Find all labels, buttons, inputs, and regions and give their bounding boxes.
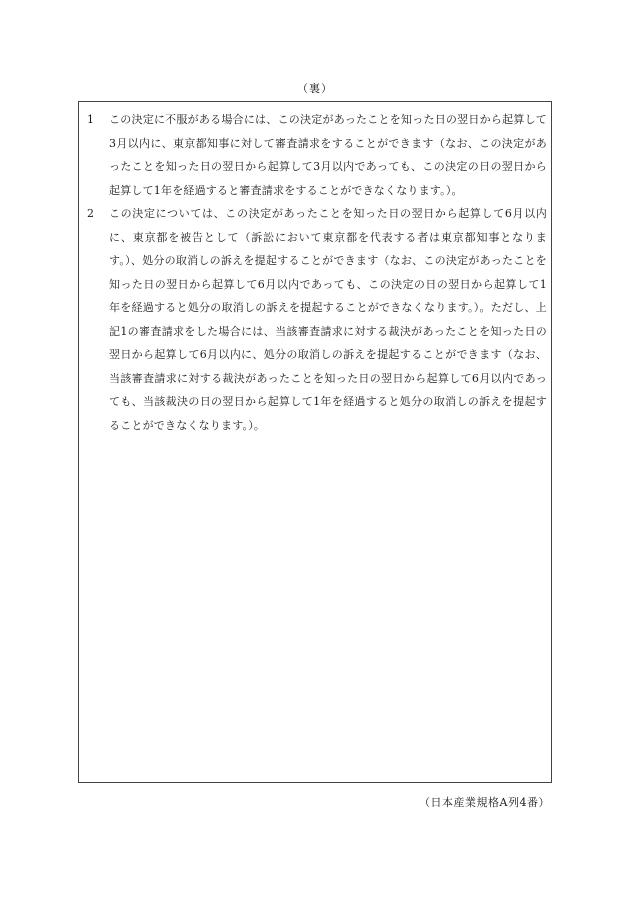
notice-text: この決定に不服がある場合には、この決定があったことを知った日の翌日から起算して3月以内に、東京都知事に対して審査請求をすることができます（なお、この決定があったことを知った日の翌日から起算して3月以内であっても、この決定の日の翌日から起算して1年を経過すると審査請求をすることができなくなります。）。 (109, 113, 547, 197)
notice-box (78, 101, 552, 783)
notice-text: この決定については、この決定があったことを知った日の翌日から起算して6月以内に、東京都を被告として（訴訟において東京都を代表する者は東京都知事となります。）、処分の取消しの訴えを提起することができます（なお、この決定があったことを知った日の翌日から起算して6月以内であっても、この決定の日の翌日から起算して1年を経過すると処分の取消しの訴えを提起することができなくなります。）。ただし、上記1の審査請求をした場合には、当該審査請求に対する裁決があったことを知った日の翌日から起算して6月以内に、処分の取消しの訴えを提起することができます（なお、当該審査請求に対する裁決があったことを知った日の翌日から起算して6月以内であっても、当該裁決の日の翌日から起算して1年を経過すると処分の取消しの訴えを提起することができなくなります。）。 (109, 207, 547, 432)
page-title: （裏） (297, 82, 333, 95)
notice-item-1 (87, 108, 547, 202)
notice-number: 2 (87, 207, 95, 220)
paper-size-note: （日本産業規格A列4番） (419, 796, 550, 809)
notice-item-2 (87, 202, 547, 437)
notice-number: 1 (87, 113, 95, 126)
